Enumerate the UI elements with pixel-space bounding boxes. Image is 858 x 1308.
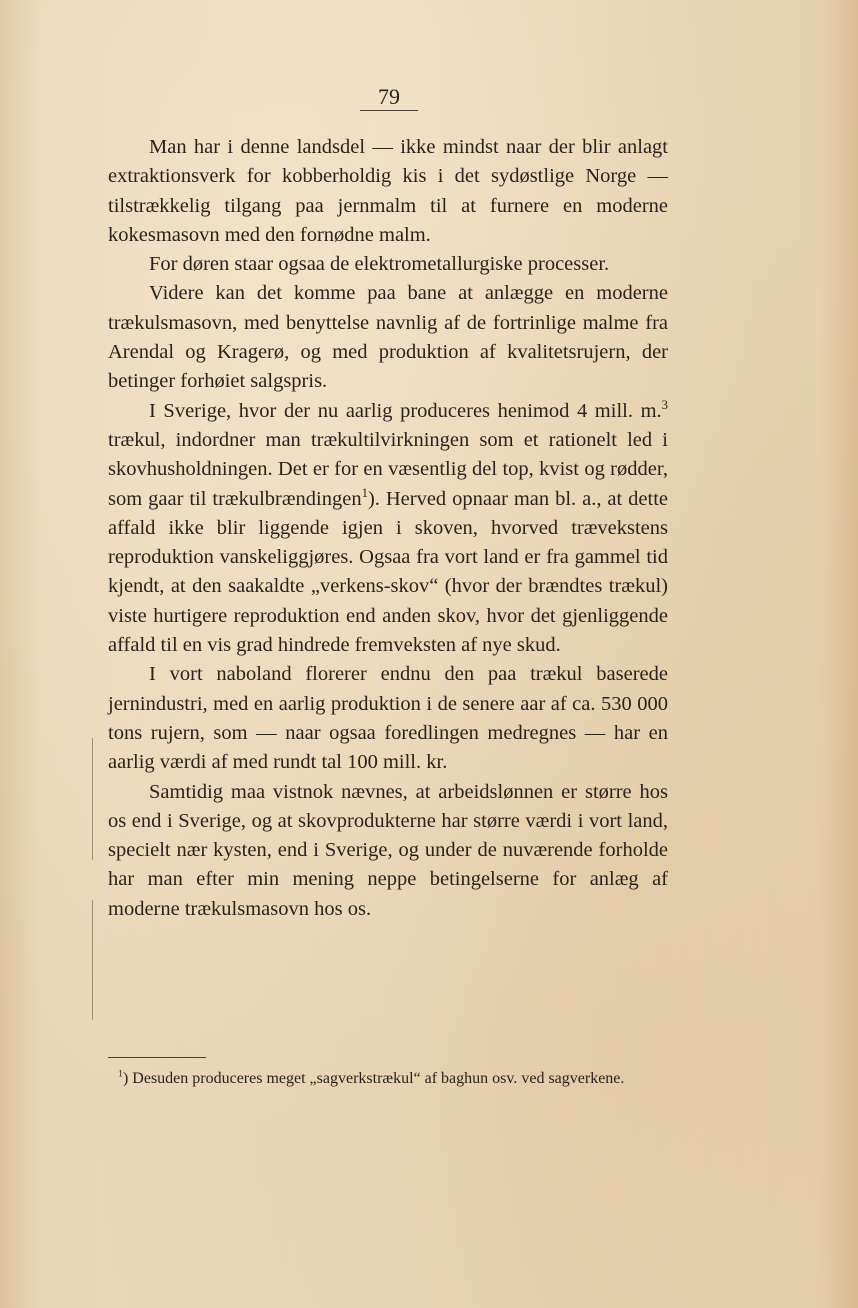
paragraph-sverige [108,397,668,661]
footnote-reference[interactable]: 1 [361,485,368,500]
paragraph-elektrometallurgiske: For døren staar ogsaa de elektrometallurgiske processer. [149,253,610,276]
margin-pencil-mark [92,738,93,860]
paragraph-traekulsmasovn: Videre kan det komme paa bane at anlægge en moderne trækulsmasovn, med benyttelse navnlig af de fortrinlige malme fra Arendal og Kragerø, og med produktion af kvalitetsrujern, der betinger forhøiet salgspris. [108,282,668,393]
paragraph-landsdel: Man har i denne landsdel — ikke mindst naar der blir anlagt extraktionsverk for kobberholdig kis i det sydøstlige Norge — tilstrækkelig tilgang paa jernmalm til at furnere en moderne kokesmasovn med den fornødne malm. [108,136,668,246]
paragraph-naboland: I vort naboland florerer endnu den paa trækul baserede jernindustri, med en aarlig produktion i de senere aar af ca. 530 000 tons rujern, som — naar ogsaa foredlingen medregnes — har en aarlig værdi af med rundt tal 100 mill. kr. [108,663,668,774]
sverige-text-part2: trækul, indordner man trækultilvirkningen som et rationelt led i skovhusholdningen. Det er for en væsentlig del top, kvist og rødder, som gaar til trækulbrændingen [108,428,668,510]
footnote-marker: 1 [118,1068,123,1080]
body-text [108,133,668,924]
paragraph-arbeidslonnen: Samtidig maa vistnok nævnes, at arbeidslønnen er større hos os end i Sverige, og at skovprodukterne har større værdi i vort land, specielt nær kysten, end i Sverige, og under de nuværende forholde har man efter min mening neppe betingelserne for anlæg af moderne trækulsmasovn hos os. [108,780,668,920]
sverige-text-part3: ). Herved opnaar man bl. a., at dette affald ikke blir liggende igjen i skoven, hvorved trævekstens reproduktion vanskeliggjøres. Ogsaa fra vort land er fra gammel tid kjendt, at den saakaldte „verkens-skov“ (hvor der brændtes trækul) viste hurtigere reproduktion end anden skov, hvor det gjenliggende affald til en vis grad hindrede fremveksten af nye skud. [108,487,668,657]
superscript-cubic: 3 [661,397,668,412]
footnote [108,1068,668,1089]
sverige-text-part1: I Sverige, hvor der nu aarlig produceres henimod 4 mill. m. [149,399,662,422]
margin-pencil-mark [92,900,93,1020]
page-number: 79 [360,84,418,111]
footnote-text: ) Desuden produceres meget „sagverkstrækul“ af baghun osv. ved sagverkene. [122,1070,625,1087]
footnote-divider [108,1057,206,1058]
